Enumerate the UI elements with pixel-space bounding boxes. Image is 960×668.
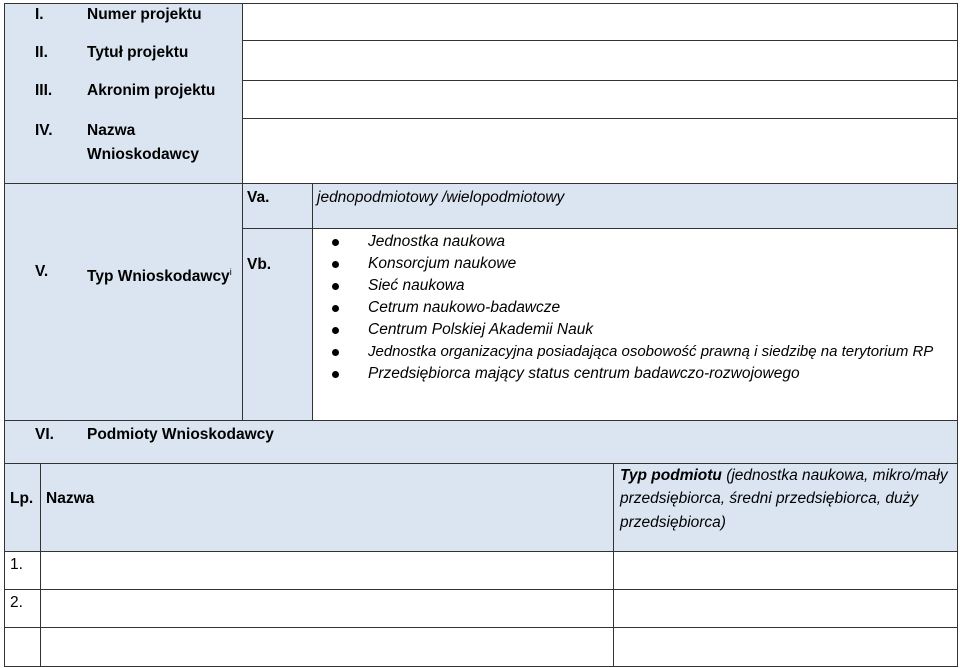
applicant-type-option: Cetrum naukowo-badawcze [368, 299, 561, 316]
va-text: jednopodmiotowy /wielopodmiotowy [317, 189, 565, 206]
project-number-value[interactable] [242, 3, 957, 40]
grid-line [4, 463, 957, 464]
entities-section-title: Podmioty Wnioskodawcy [87, 426, 274, 443]
row-label: Akronim projektu [87, 82, 216, 99]
row-number: IV. [35, 122, 53, 139]
project-title-value[interactable] [242, 40, 957, 80]
entity-row-number: 1. [10, 556, 23, 573]
bullet-icon [332, 349, 339, 356]
column-header-lp: Lp. [10, 490, 34, 507]
entity-1-type-value[interactable] [613, 551, 957, 589]
entity-1-name-value[interactable] [40, 551, 613, 589]
row-number: I. [35, 6, 44, 23]
label-bg-type [4, 183, 242, 420]
bullet-icon [332, 261, 339, 268]
applicant-type-option: Jednostka organizacyjna posiadająca osobowość prawną i siedzibę na terytorium RP [368, 343, 934, 360]
grid-line [312, 183, 313, 420]
grid-line [4, 551, 957, 552]
column-header-type: przedsiębiorca) [620, 514, 726, 531]
grid-line [242, 228, 957, 229]
grid-line [4, 3, 5, 667]
grid-line [242, 118, 957, 119]
bullet-icon [332, 283, 339, 290]
applicant-type-option: Jednostka naukowa [368, 233, 506, 250]
row-label: Nazwa [87, 122, 136, 139]
project-acronym-value[interactable] [242, 80, 957, 118]
column-header-type: przedsiębiorca, średni przedsiębiorca, duży [620, 490, 919, 507]
grid-line [4, 3, 957, 4]
type-section-number: V. [35, 263, 49, 280]
bullet-icon [332, 327, 339, 334]
grid-line [4, 589, 957, 590]
grid-line [242, 80, 957, 81]
grid-line [242, 40, 957, 41]
type-section-label: Typ Wnioskodawcy$^i$ [87, 267, 232, 286]
grid-line [40, 463, 41, 667]
row-number: II. [35, 44, 48, 61]
applicant-type-option: Przedsiębiorca mający status centrum badawczo-rozwojowego [368, 365, 800, 382]
applicant-name-value[interactable] [242, 118, 957, 183]
bullet-icon [332, 371, 339, 378]
applicant-type-option: Sieć naukowa [368, 277, 465, 294]
row-label: Tytuł projektu [87, 44, 189, 61]
bullet-icon [332, 239, 339, 246]
grid-line [4, 183, 957, 184]
entity-2-type-value[interactable] [613, 589, 957, 627]
row-label: Numer projektu [87, 6, 202, 23]
applicant-type-option: Centrum Polskiej Akademii Nauk [368, 321, 594, 338]
row-label: Wnioskodawcy [87, 146, 199, 163]
grid-line [242, 3, 243, 420]
bullet-icon [332, 305, 339, 312]
row-number: III. [35, 82, 53, 99]
entity-2-name-value[interactable] [40, 589, 613, 627]
column-header-name: Nazwa [46, 490, 95, 507]
grid-line [4, 420, 957, 421]
va-label: Va. [247, 189, 270, 206]
entity-row-number: 2. [10, 594, 23, 611]
grid-line [4, 666, 957, 667]
grid-line [957, 3, 958, 667]
column-header-type: Typ podmiotu (jednostka naukowa, mikro/mały [620, 467, 948, 484]
grid-line [4, 627, 957, 628]
vb-label: Vb. [247, 256, 272, 273]
entities-section-number: VI. [35, 426, 54, 443]
applicant-type-option: Konsorcjum naukowe [368, 255, 517, 272]
grid-line [613, 463, 614, 667]
